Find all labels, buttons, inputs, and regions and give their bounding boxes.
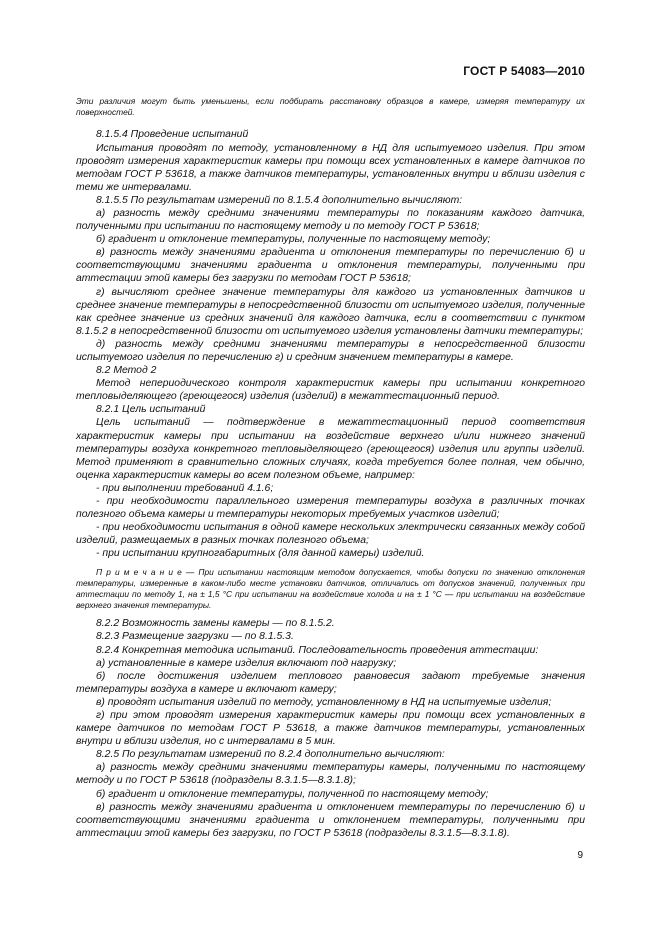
text-paragraph: Цель испытаний — подтверждение в межаттестационный период соответствия характеристик камеры при испытании на воздействие верхнего и/или нижнего значений температуры воздуха конкретного тепловыделяющего (греющегося) изделия или группы изделий. Метод применяют в сравнительно сложных случаях, когда требуется более полная, чем обычно, оценка характеристик камеры во всем полезном объеме, например:	[76, 417, 585, 481]
list-item: - при выполнении требований 4.1.6;	[96, 482, 274, 494]
text-paragraph: 8.2.5 По результатам измерений по 8.2.4 дополнительно вычисляют:	[96, 749, 445, 761]
document-number-header: ГОСТ Р 54083—2010	[463, 64, 585, 78]
page-number: 9	[577, 850, 583, 861]
text-paragraph: 8.2.3 Размещение загрузки — по 8.1.5.3.	[96, 631, 294, 643]
text-paragraph: 8.2.4 Конкретная методика испытаний. Последовательность проведения аттестации:	[96, 644, 539, 656]
list-item: а) разность между средними значениями температуры по показаниям каждого датчика, полученными при испытании по настоящему методу и по методу ГОСТ Р 53618;	[76, 207, 585, 233]
text-paragraph: 8.1.5.5 По результатам измерений по 8.1.5.4 дополнительно вычисляют:	[96, 194, 463, 206]
list-item: - при необходимости параллельного измерения температуры воздуха в различных точках полезного объема камеры и температуры некоторых требуемых участков изделий;	[76, 496, 585, 521]
list-item: - при испытании крупногабаритных (для данной камеры) изделий.	[96, 548, 425, 560]
list-item: в) разность между значениями градиента и отклонения температуры по перечислению б) и соответствующими значениями градиента и отклонения температуры, полученными при аттестации этой камеры без загрузки по методам ГОСТ Р 53618;	[76, 247, 585, 285]
section-heading: 8.2.1 Цель испытаний	[96, 404, 206, 416]
list-item: б) после достижения изделием теплового равновесия задают требуемые значения температуры воздуха в камере и включают камеру;	[76, 670, 585, 695]
list-item: в) проводят испытания изделий по методу, установленному в НД на испытуемые изделия;	[96, 696, 552, 708]
text-paragraph: Метод непериодического контроля характеристик камеры при испытании конкретного тепловыделяющего (греющегося) изделия (изделий) в межаттестационный период.	[76, 378, 585, 403]
list-item: а) разность между средними значениями температуры камеры, полученными по настоящему методу и по ГОСТ Р 53618 (подразделы 8.3.1.5—8.3.1.8);	[76, 762, 585, 787]
document-body	[76, 96, 585, 840]
list-item: г) вычисляют среднее значение температуры для каждого из установленных датчиков и среднее значение температуры в непосредственной близости от испытуемого изделия, полученные как среднее значение из средних значений для каждого датчика, если в соответствии с пунктом 8.1.5.2 в непосредственной близости от испытуемого изделия установлены датчики температуры;	[76, 286, 585, 337]
text-paragraph: Испытания проводят по методу, установленному в НД для испытуемого изделия. При этом проводят измерения характеристик камеры при помощи всех установленных в камере датчиков по методам ГОСТ Р 53618, а также датчиков температуры, установленных внутри и вблизи изделия с теми же интервалами.	[76, 142, 585, 193]
section-heading: 8.1.5.4 Проведение испытаний	[96, 129, 249, 141]
note-paragraph: П р и м е ч а н и е — При испытании настоящим методом допускается, чтобы допуски по значению отклонения температуры, измеренные в каком-либо месте установки датчиков, отличались от допусков значений, полученных при аттестации по методу 1, на ± 1,5 °С при испытании на воздействие холода и на ± 1 °С — при испытании на воздействие верхнего значения температуры.	[76, 566, 585, 611]
list-item: г) при этом проводят измерения характеристик камеры при помощи всех установленных в камере датчиков по методам ГОСТ Р 53618, а также датчиков температуры, установленных внутри и вблизи изделия, но с интервалами в 5 мин.	[76, 709, 585, 748]
text-paragraph: 8.2.2 Возможность замены камеры — по 8.1.5.2.	[96, 618, 335, 630]
list-item: - при необходимости испытания в одной камере нескольких электрически связанных между собой изделий, размещаемых в разных точках полезного объема;	[76, 522, 585, 547]
list-item: в) разность между значениями градиента и отклонением температуры по перечислению б) и соответствующими значениями градиента и отклонением температуры, полученными при аттестации этой камеры без загрузки, по ГОСТ Р 53618 (подразделы 8.3.1.5—8.3.1.8).	[76, 801, 585, 839]
section-heading: 8.2 Метод 2	[96, 365, 157, 377]
list-item: а) установленные в камере изделия включают под нагрузку;	[96, 657, 397, 669]
text-paragraph: Эти различия могут быть уменьшены, если подбирать расстановку образцов в камере, измеряя температуру их поверхностей.	[76, 96, 585, 118]
list-item: б) градиент и отклонение температуры, полученные по настоящему методу;	[96, 234, 491, 246]
list-item: б) градиент и отклонение температуры, полученной по настоящему методу;	[96, 788, 489, 800]
list-item: д) разность между средними значениями температуры в непосредственной близости испытуемого изделия по перечислению г) и средним значением температуры в камере.	[76, 338, 585, 363]
